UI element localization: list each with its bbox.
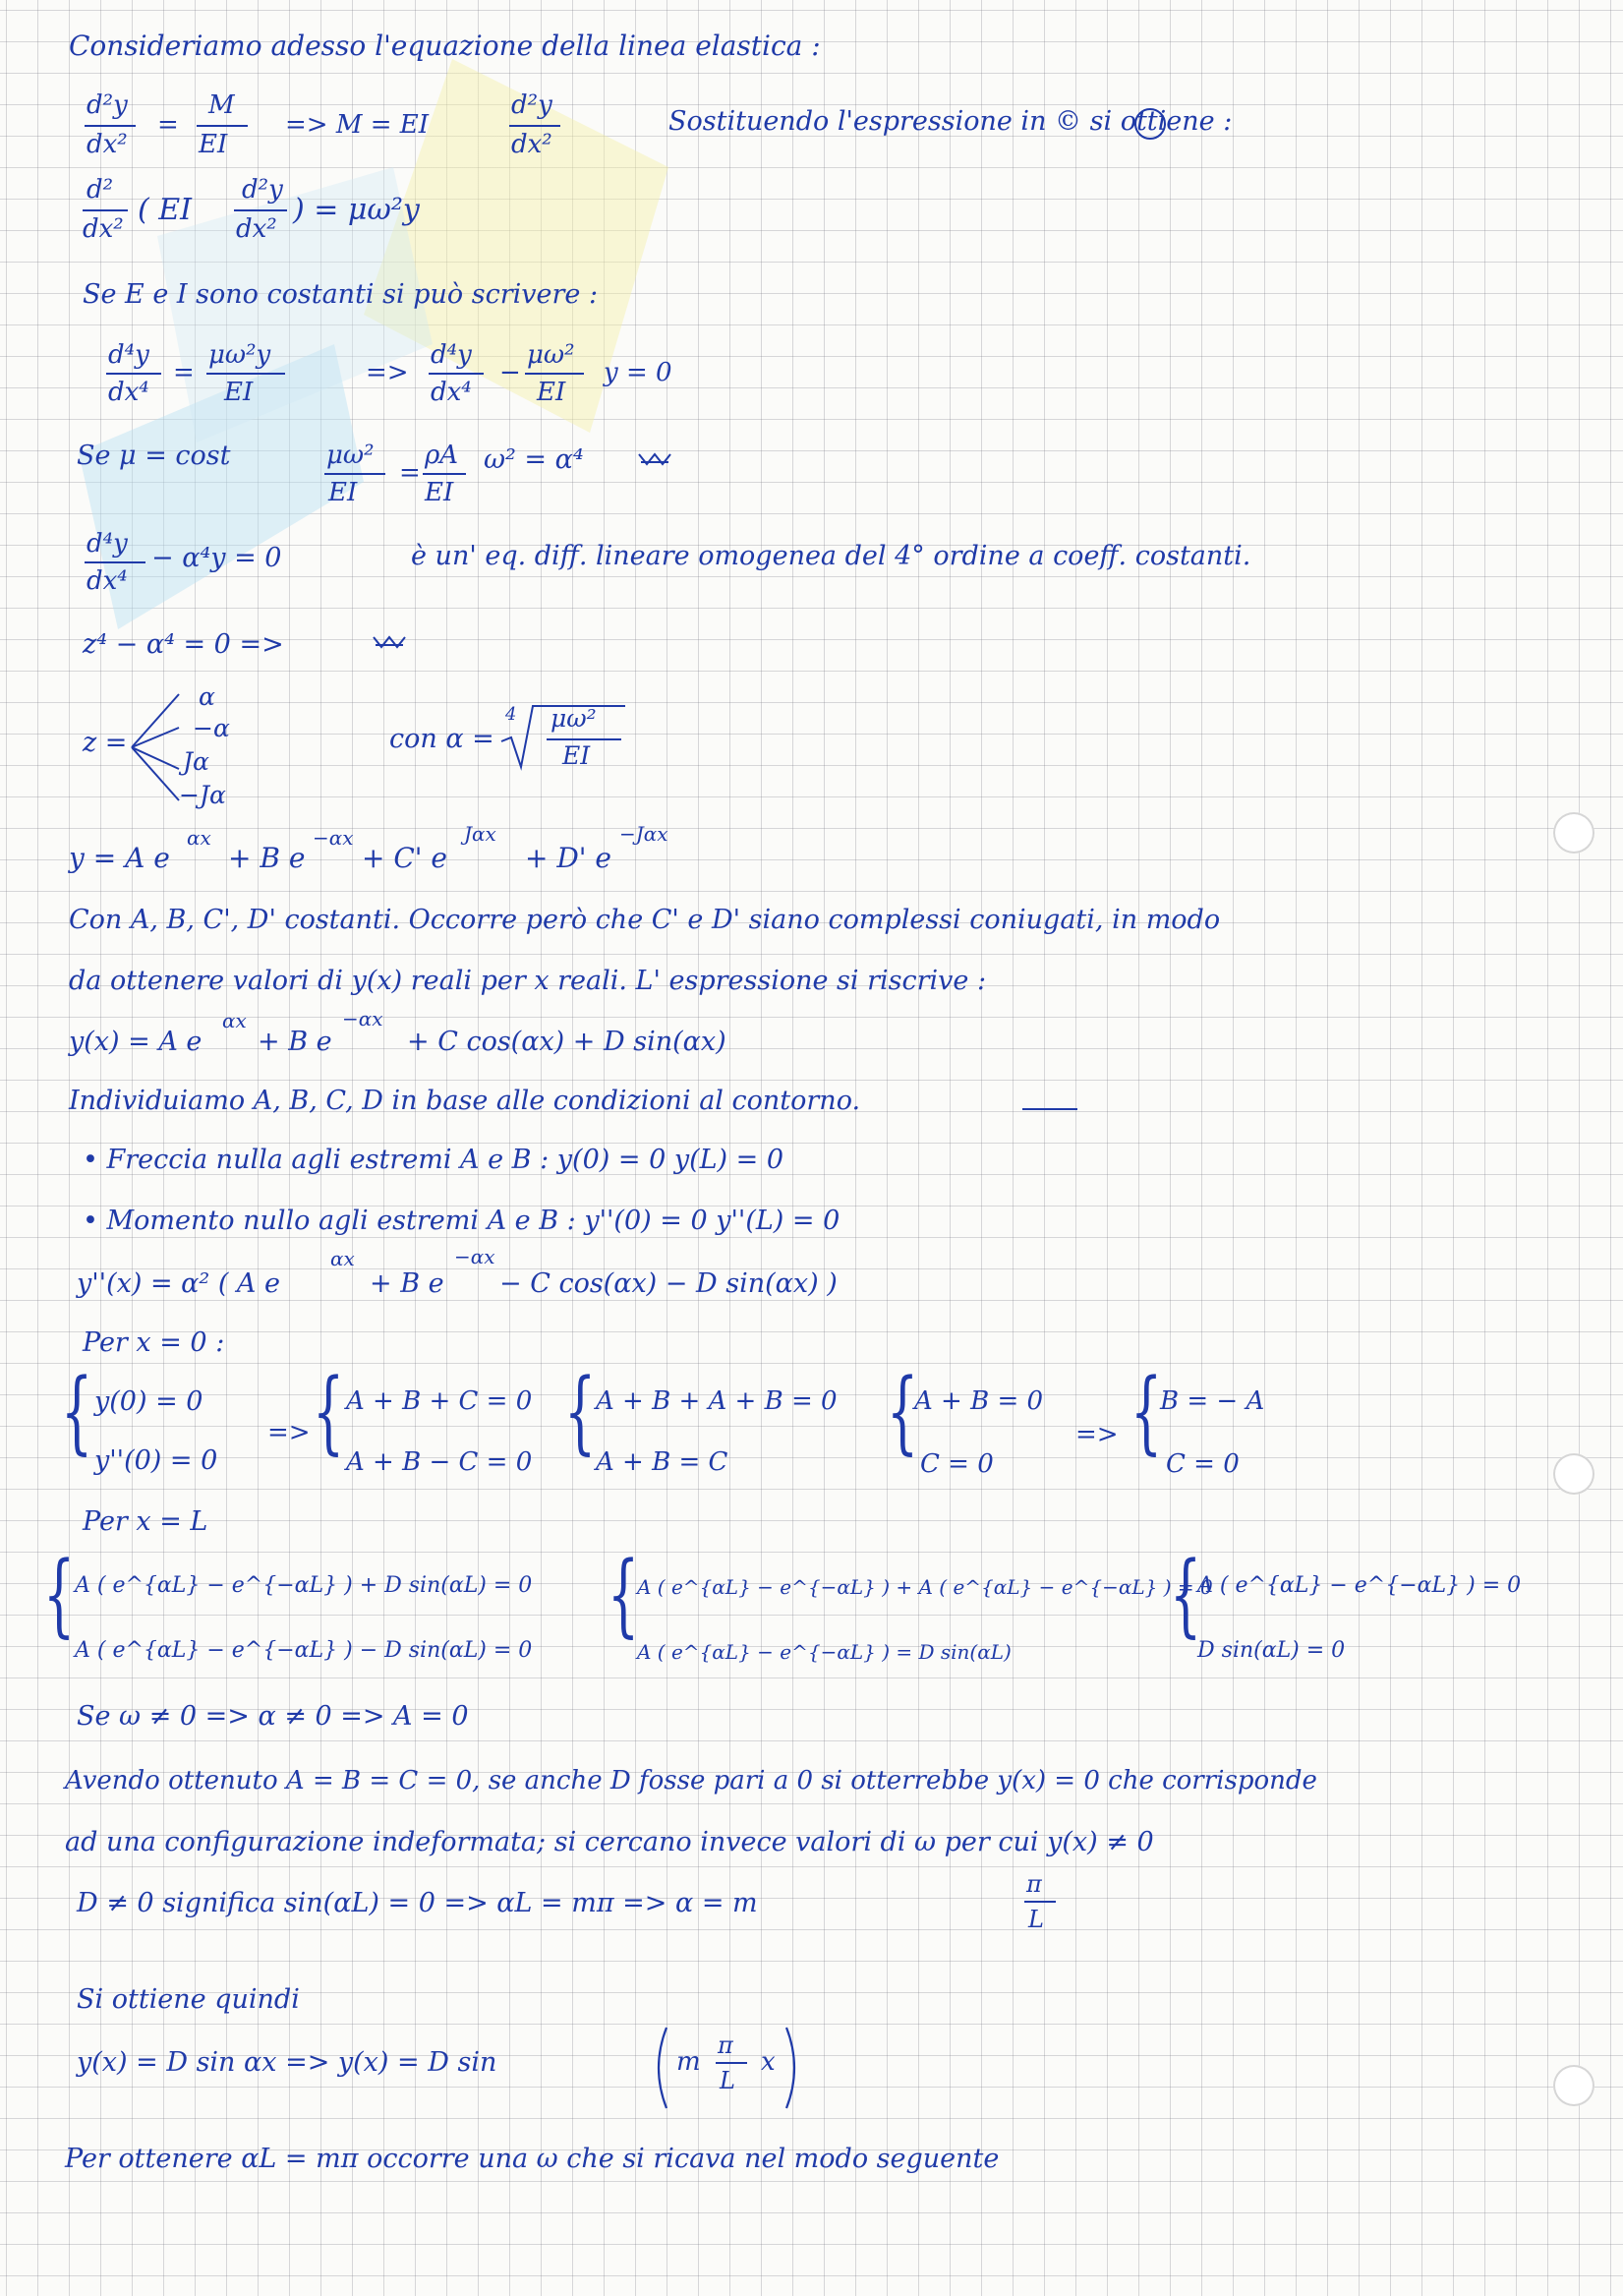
root-index: 4 [505,704,517,725]
equation: A ( e^{αL} − e^{−αL} ) + A ( e^{αL} − e^{−αL} ) = 0 [637,1575,1213,1599]
fraction-denominator: L [1028,1906,1044,1933]
implies-arrow: => [267,1418,311,1447]
equation: y(0) = 0 [94,1386,203,1417]
fraction-denominator: EI [425,478,454,507]
equation: B = − A [1160,1386,1265,1416]
fraction-numerator: μω²y [208,340,271,370]
fraction-denominator: EI [562,741,591,770]
fraction-numerator: d²y [511,90,552,120]
bullet-condition: • Momento nullo agli estremi A e B : y''(0) = 0 y''(L) = 0 [83,1206,840,1236]
fraction-numerator: d⁴y [87,529,128,559]
equation: C = 0 [1166,1449,1240,1479]
equation: A + B − C = 0 [346,1447,533,1477]
equals-sign: = [173,358,195,387]
text-line: Con A, B, C', D' costanti. Occorre però che C' e D' siano complessi coniugati, in modo [69,905,1221,935]
text-segment: y(x) = D sin αx => y(x) = D sin [77,2047,497,2078]
fraction-numerator: d⁴y [431,340,472,370]
equation: A + B + C = 0 [346,1386,533,1416]
exponent: −Jαx [619,822,668,846]
fraction-numerator: d²y [242,175,283,205]
fraction-denominator: EI [224,378,254,407]
fraction-numerator: μω² [326,441,375,470]
text-segment: + C' e [362,842,447,874]
exponent: −αx [454,1245,495,1268]
root-value: −α [193,714,230,742]
text-segment: − C cos(αx) − D sin(αx) ) [499,1268,838,1299]
system-brace: { [564,1359,597,1464]
equation: A + B + A + B = 0 [596,1386,838,1416]
text-line: è un' eq. diff. lineare omogenea del 4° ordine a coeff. costanti. [411,541,1251,571]
text-line: Sostituendo l'espressione in © si ottiene : [668,106,1233,137]
exponent: −αx [313,826,354,850]
equation: D sin(αL) = 0 [1197,1638,1346,1663]
fraction-denominator: L [720,2067,735,2094]
fraction-denominator: dx² [236,214,277,244]
system-brace: { [313,1359,345,1464]
equation: A ( e^{αL} − e^{−αL} ) = 0 [1197,1573,1522,1598]
equals-sign: = [399,458,421,488]
text-segment: ) = μω²y [293,193,420,227]
equation: A ( e^{αL} − e^{−αL} ) − D sin(αL) = 0 [75,1638,533,1663]
text-segment: m [676,2047,701,2077]
system-brace: { [1130,1359,1163,1464]
exponent: αx [187,826,211,850]
equals-sign: = [157,110,179,140]
text-line: ad una configurazione indeformata; si cercano invece valori di ω per cui y(x) ≠ 0 [65,1827,1154,1857]
system-brace: { [608,1542,640,1647]
text-segment: x [761,2047,776,2077]
bullet-condition: • Freccia nulla agli estremi A e B : y(0) = 0 y(L) = 0 [83,1145,784,1175]
fraction-denominator: dx⁴ [87,566,128,596]
minus-sign: − [499,358,521,387]
text-segment: y(x) = A e [69,1027,203,1057]
text-segment: con α = [389,724,494,754]
text-line: Consideriamo adesso l'equazione della linea elastica : [69,29,821,62]
fraction-numerator: μω² [551,704,597,733]
text-line: Individuiamo A, B, C, D in base alle condizioni al contorno. [69,1086,861,1116]
equation: y''(0) = 0 [94,1445,218,1476]
system-brace: { [887,1359,919,1464]
fraction-numerator: π [718,2031,733,2059]
system-brace: { [1170,1542,1202,1647]
fraction-denominator: dx² [83,214,124,244]
fraction-numerator: M [208,90,235,120]
root-value: α [199,682,215,711]
fraction-denominator: EI [199,130,228,159]
fraction-numerator: π [1026,1870,1042,1898]
text-segment: y = 0 [604,358,672,387]
fraction-denominator: EI [537,378,566,407]
fraction-numerator: d⁴y [108,340,149,370]
exponent: −αx [342,1007,383,1030]
text-segment: y''(x) = α² ( A e [77,1268,280,1299]
equation: C = 0 [920,1449,994,1479]
text-line: da ottenere valori di y(x) reali per x reali. L' espressione si riscrive : [69,966,987,996]
root-value: −Jα [179,781,226,809]
text-segment: => M = EI [285,110,430,140]
text-segment: Se μ = cost [77,441,231,471]
text-line: Per x = 0 : [83,1327,225,1358]
exponent: αx [222,1009,247,1032]
text-segment: y = A e [69,842,170,874]
fraction-numerator: d² [87,175,114,205]
text-segment: ω² = α⁴ [484,444,584,475]
fraction-denominator: dx² [87,130,128,159]
text-line: Per x = L [83,1506,208,1537]
root-value: Jα [183,747,209,776]
equation: A ( e^{αL} − e^{−αL} ) = D sin(αL) [637,1640,1012,1664]
fraction-denominator: dx⁴ [108,378,149,407]
text-line: Avendo ottenuto A = B = C = 0, se anche D fosse pari a 0 si otterrebbe y(x) = 0 che corrisponde [65,1766,1317,1796]
system-brace: { [43,1542,76,1647]
text-segment: − α⁴y = 0 [151,543,282,573]
text-segment: + B e [228,842,306,874]
equation: A ( e^{αL} − e^{−αL} ) + D sin(αL) = 0 [75,1573,533,1598]
exponent: αx [330,1247,355,1270]
fraction-numerator: μω² [527,340,575,370]
fraction-denominator: EI [328,478,358,507]
equation: A + B = C [596,1447,728,1477]
fraction-numerator: ρA [425,441,459,470]
exponent: Jαx [464,822,496,846]
text-segment: ( EI [138,193,192,227]
text-line: z⁴ − α⁴ = 0 => [83,629,284,660]
fraction-denominator: dx² [511,130,552,159]
text-segment: D ≠ 0 significa sin(αL) = 0 => αL = mπ => α = m [77,1888,758,1918]
text-line: Se ω ≠ 0 => α ≠ 0 => A = 0 [77,1701,469,1732]
equation: A + B = 0 [914,1386,1044,1416]
text-segment: + D' e [525,842,611,874]
text-line: Si ottiene quindi [77,1984,300,2015]
text-line: Se E e I sono costanti si può scrivere : [83,279,599,310]
system-brace: { [61,1359,93,1464]
text-segment: + B e [370,1268,444,1299]
fraction-denominator: dx⁴ [431,378,472,407]
text-segment: + C cos(αx) + D sin(αx) [407,1027,726,1057]
fraction-numerator: d²y [87,90,128,120]
implies-arrow: => [366,358,409,387]
implies-arrow: => [1075,1420,1119,1449]
text-segment: + B e [258,1027,332,1057]
text-segment: z = [83,728,128,758]
text-line: Per ottenere αL = mπ occorre una ω che si ricava nel modo seguente [65,2144,1000,2174]
